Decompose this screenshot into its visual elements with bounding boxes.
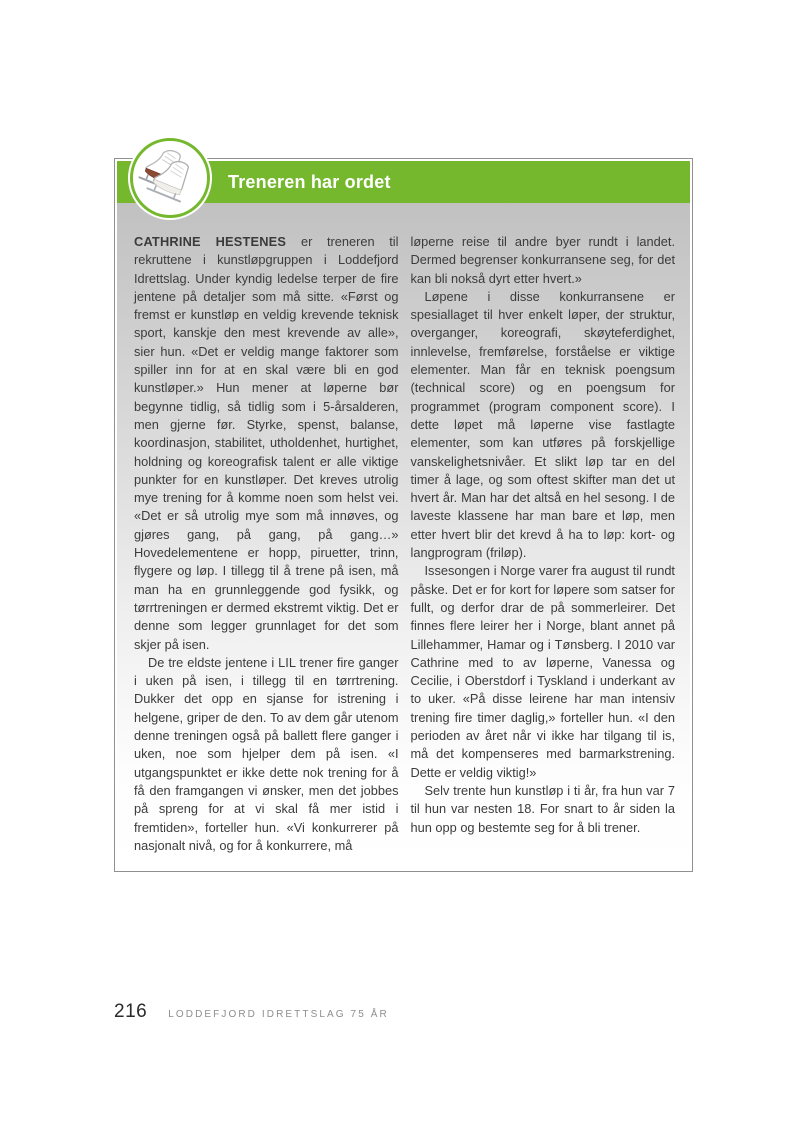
- article-box: [114, 158, 693, 872]
- page-number: 216: [114, 1001, 148, 1022]
- paragraph: løperne reise til andre byer rundt i landet. Dermed begrenser konkurransene seg, for det kan bli nokså dyrt etter hvert.»: [410, 234, 675, 286]
- footer-label: LODDEFJORD IDRETTSLAG 75 ÅR: [168, 1009, 389, 1020]
- paragraph: CATHRINE HESTENES er treneren til rekruttene i kunstløpgruppen i Loddefjord Idrettslag. Under kyndig ledelse terper de fire jentene på detaljer som må sitte. «Først og fremst er kunstløp en veldig krevende teknisk sport, kanskje den mest krevende av alle», sier hun. «Det er veldig mange faktorer som spiller inn for at en skal være bli en god kunstløper.» Hun mener at løperne bør begynne tidlig, så tidlig som i 5-årsalderen, men gjerne før. Styrke, spenst, balanse, koordinasjon, stabilitet, utholdenhet, hurtighet, holdning og koreografisk talent er alle viktige punkter for en kunstløper. Det kreves utrolig mye trening for å komme noen som helst vei. «Det er så utrolig mye som må innøves, og gjøres gang, på gang, på gang…» Hovedelementene er hopp, piruetter, trinn, flygere og løp. I tillegg til å trene på isen, må man ha en grunnleggende god fysikk, og tørrtreningen er dermed ekstremt viktig. Det er denne som legger grunnlaget for det som skjer på isen.: [134, 234, 399, 652]
- section-title: Treneren har ordet: [228, 171, 391, 192]
- paragraph: Issesongen i Norge varer fra august til rundt påske. Det er for kort for løpere som satser for fullt, og derfor drar de på sommerleirer. Det finnes flere leirer her i Norge, blant annet på Lillehammer, Hamar og i Tønsberg. I 2010 var Cathrine med to av løperne, Vanessa og Cecilie, i Oberstdorf i Tyskland i underkant av to uker. «På disse leirene har man intensiv trening fire timer daglig,» forteller hun. «I den perioden av året når vi ikke har tilgang til is, må det kompenseres med barmarkstrening. Dette er veldig viktig!»: [410, 563, 675, 780]
- figure-skates-badge: [130, 138, 210, 218]
- paragraph: Selv trente hun kunstløp i ti år, fra hun var 7 til hun var nesten 18. For snart to år siden la hun opp og bestemte seg for å bli trener.: [410, 782, 675, 835]
- figure-skates-icon: [137, 145, 203, 211]
- page-footer: [114, 1001, 389, 1023]
- article-box-inner: [117, 161, 690, 869]
- lead-name: CATHRINE HESTENES: [134, 234, 301, 249]
- paragraph: De tre eldste jentene i LIL trener fire ganger i uken på isen, i tillegg til en tørrtrening. Dukker det opp en sjanse for istrening i helgene, griper de den. To av dem går utenom denne treningen også på ballett flere ganger i uken, noe som hjelper dem på isen. «I utgangspunktet er ikke dette nok trening for å få den framgangen vi ønsker, men det jobbes på spreng for at vi skal få mer istid i fremtiden», forteller hun. «Vi konkurrerer på nasjonalt nivå, og for å konkurrere, må: [134, 654, 399, 853]
- paragraph: Løpene i disse konkurransene er spesiallaget til hver enkelt løper, der struktur, overganger, koreografi, skøyteferdighet, innlevelse, fremførelse, forståelse er viktige elementer. Man får en teknisk poengsum (technical score) og en poengsum for programmet (program component score). I dette løpet må løperne vise fastlagte elementer, som kan utføres på forskjellige vanskelighetsnivåer. Et slikt løp tar en del timer å lage, og som oftest skifter man det ut hvert år. Man har det altså en hel sesong. I de laveste klassene har man bare et løp, men etter hvert blir det krevd å ha to løp: kort- og langprogram (friløp).: [410, 288, 675, 561]
- article-column-right: [411, 233, 676, 859]
- article-column-left: [134, 233, 399, 859]
- article-content: [117, 203, 690, 869]
